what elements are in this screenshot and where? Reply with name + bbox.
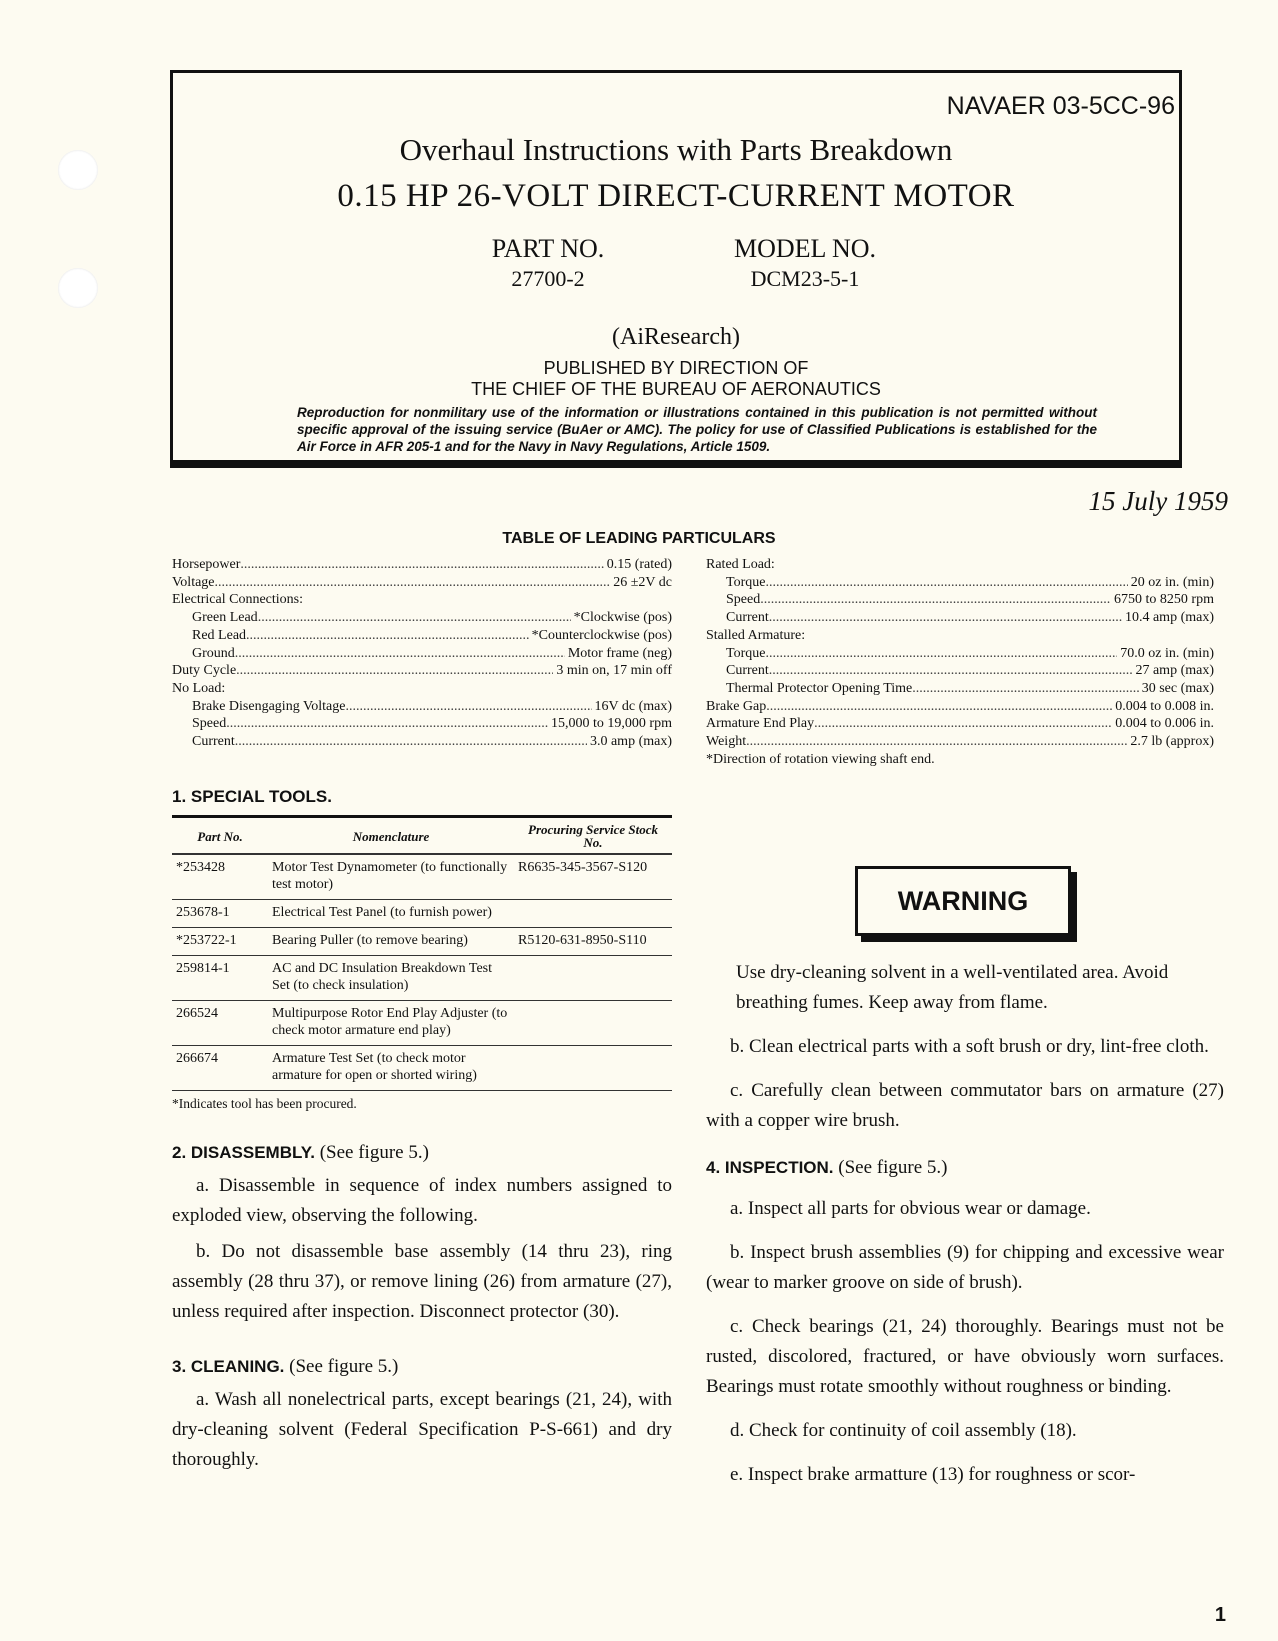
table-row [172,956,672,1001]
warning-box: WARNING [855,866,1071,936]
warning-text: Use dry-cleaning solvent in a well-ventilated area. Avoid breathing fumes. Keep away from flame. [736,962,1169,1013]
published-line: THE CHIEF OF THE BUREAU OF AERONAUTICS [471,379,881,399]
particular-value: 20 oz in. (min) [1130,574,1214,590]
particular-label: Weight [706,734,747,750]
dot-leader [246,627,529,645]
paragraph: a. Inspect all parts for obvious wear or damage. [730,1198,1091,1219]
dot-leader [760,591,1111,609]
dot-leader [769,609,1122,627]
particular-row [706,680,1214,698]
dot-leader [765,645,1117,663]
section-heading-cleaning [172,1355,672,1379]
particular-row [172,733,672,751]
particular-label: Duty Cycle [172,663,237,679]
paragraph: c. Carefully clean between commutator bars on armature (27) with a copper wire brush. [706,1080,1224,1131]
particular-value: 6750 to 8250 rpm [1114,592,1214,608]
particular-value: 16V dc (max) [594,698,672,714]
leading-particulars-title: TABLE OF LEADING PARTICULARS [502,530,776,547]
particular-value: 3 min on, 17 min off [556,663,672,679]
dot-leader [240,556,603,574]
particular-label: Green Lead [192,610,258,626]
part-number-cell: 253678-1 [172,900,268,928]
particular-label: No Load: [172,680,226,696]
dot-leader [746,733,1127,751]
nomenclature-cell: Multipurpose Rotor End Play Adjuster (to check motor armature end play) [268,1001,514,1046]
particular-row [172,574,672,592]
particular-row [172,680,672,698]
particular-value: *Counterclockwise (pos) [531,627,672,643]
particular-row [706,591,1214,609]
dot-leader [226,715,548,733]
paragraph: c. Check bearings (21, 24) thoroughly. Bearings must not be rusted, discolored, fractured, or have obviously worn surfaces. Bearings must rotate smoothly without roughness or binding. [706,1316,1224,1397]
particular-label: Current [726,663,769,679]
particular-label: Speed [192,716,227,732]
part-label: PART NO. [491,234,605,263]
nomenclature-cell: AC and DC Insulation Breakdown Test Set (to check insulation) [268,956,514,1001]
particular-row [172,715,672,733]
particular-label: Brake Gap [706,698,767,714]
paragraph: b. Inspect brush assemblies (9) for chipping and excessive wear (wear to marker groove on side of brush). [706,1242,1224,1293]
stock-number-cell [514,900,672,928]
dot-leader [215,574,611,592]
figure-reference: (See figure 5.) [838,1157,948,1178]
particular-label: Torque [726,645,766,661]
section-heading-disassembly [172,1141,672,1165]
particular-value: 2.7 lb (approx) [1130,734,1214,750]
particular-value: 0.15 (rated) [606,557,672,572]
particular-label: Current [192,734,235,750]
nomenclature-cell: Armature Test Set (to check motor armature for open or shorted wiring) [268,1046,514,1091]
nomenclature-cell: Electrical Test Panel (to furnish power) [268,900,514,928]
paragraph: b. Clean electrical parts with a soft brush or dry, lint-free cloth. [730,1036,1209,1057]
left-column [172,785,672,1475]
stock-number-cell: R5120-631-8950-S110 [514,928,672,956]
stock-number-cell: R6635-345-3567-S120 [514,854,672,900]
particular-label: Electrical Connections: [172,592,304,608]
particular-row [706,627,1214,645]
particular-value: 30 sec (max) [1141,680,1214,696]
particular-row [706,698,1214,716]
table-row [172,928,672,956]
table-row [172,1001,672,1046]
part-number-cell: *253428 [172,854,268,900]
particular-label: Voltage [172,574,215,590]
particular-value: 3.0 amp (max) [589,734,672,750]
particular-value: 0.004 to 0.006 in. [1115,716,1214,732]
particular-row [706,662,1214,680]
particular-label: Current [726,610,769,626]
heading-text: 2. DISASSEMBLY. [172,1143,315,1162]
column-header: Procuring Service Stock No. [514,817,672,855]
particular-label: Armature End Play [706,716,815,732]
particular-value: *Clockwise (pos) [573,610,672,626]
particular-row [172,698,672,716]
particular-label: Thermal Protector Opening Time [726,680,913,696]
paragraph: e. Inspect brake armatture (13) for roughness or scor- [730,1464,1136,1485]
particular-row [172,627,672,645]
particular-value: Motor frame (neg) [567,645,672,661]
particular-label: Speed [726,592,761,608]
table-row [172,1046,672,1091]
paragraph: d. Check for continuity of coil assembly (18). [730,1420,1077,1441]
binder-hole [58,268,98,308]
particular-row [706,715,1214,733]
particular-row [172,591,672,609]
particular-value: 27 amp (max) [1135,663,1214,679]
tools-footnote: *Indicates tool has been procured. [172,1096,357,1111]
particular-label: Rated Load: [706,557,775,572]
part-number-block [468,234,628,294]
particular-row [172,662,672,680]
stock-number-cell [514,956,672,1001]
particular-value: 70.0 oz in. (min) [1120,645,1214,661]
paragraph: b. Do not disassemble base assembly (14 thru 23), ring assembly (28 thru 37), or remove lining (26) from armature (27), unless required after inspection. Disconnect protector (30). [172,1241,672,1322]
particular-value: 15,000 to 19,000 rpm [551,716,672,732]
stock-number-cell [514,1001,672,1046]
reproduction-notice: Reproduction for nonmilitary use of the information or illustrations contained in this publication is not permitted without specific approval of the issuing service (BuAer or AMC). The policy for use of Classified Publications is established for the Air Force in AFR 205-1 and for the Navy in Navy Regulations, Article 1509. [297,405,1097,454]
dot-leader [766,698,1112,716]
dot-leader [258,609,571,627]
page-number: 1 [1214,1604,1226,1626]
particular-label: Horsepower [172,557,241,572]
particular-label: Red Lead [192,627,247,643]
dot-leader [769,662,1133,680]
particular-row [706,609,1214,627]
dot-leader [235,645,565,663]
particular-row [706,645,1214,663]
particular-row [706,556,1214,574]
published-line: PUBLISHED BY DIRECTION OF [543,358,809,378]
particular-label: Torque [726,574,766,590]
part-number-cell: *253722-1 [172,928,268,956]
particular-label: Stalled Armature: [706,627,806,643]
model-value: DCM23-5-1 [750,266,860,291]
model-label: MODEL NO. [733,234,877,263]
publication-date: 15 July 1959 [1088,486,1228,516]
column-header: Nomenclature [268,817,514,855]
paragraph: a. Wash all nonelectrical parts, except bearings (21, 24), with dry-cleaning solvent (Federal Specification P-S-661) and dry thoroughly. [172,1389,672,1470]
table-row [172,900,672,928]
binder-hole [58,150,98,190]
special-tools-table [172,815,672,1091]
part-number-cell: 266674 [172,1046,268,1091]
particular-row [706,574,1214,592]
doc-subtitle: 0.15 HP 26-VOLT DIRECT-CURRENT MOTOR [337,178,1015,214]
figure-reference: (See figure 5.) [319,1142,429,1163]
particular-value: 26 ±2V dc [613,574,672,590]
header-rule [170,460,1182,468]
part-number-cell: 266524 [172,1001,268,1046]
leading-particulars-left [172,556,672,751]
paragraph: a. Disassemble in sequence of index numbers assigned to exploded view, observing the following. [172,1175,672,1226]
stock-number-cell [514,1046,672,1091]
nomenclature-cell: Bearing Puller (to remove bearing) [268,928,514,956]
doc-title: Overhaul Instructions with Parts Breakdown [399,132,953,167]
leading-particulars-right [706,556,1214,768]
manufacturer: (AiResearch) [612,324,740,350]
column-header: Part No. [172,817,268,855]
section-heading-special-tools: 1. SPECIAL TOOLS. [172,787,332,806]
particular-label: Ground [192,645,235,661]
dot-leader [236,662,553,680]
part-value: 27700-2 [511,266,585,291]
nomenclature-cell: Motor Test Dynamometer (to functionally test motor) [268,854,514,900]
particular-row [172,609,672,627]
dot-leader [235,733,587,751]
table-row [172,854,672,900]
particular-row [706,751,1214,769]
dot-leader [765,574,1127,592]
particular-row [172,556,672,574]
dot-leader [814,715,1112,733]
particular-value: 10.4 amp (max) [1124,610,1214,626]
particular-row [706,733,1214,751]
part-number-cell: 259814-1 [172,956,268,1001]
figure-reference: (See figure 5.) [289,1356,399,1377]
right-column [706,866,1224,1490]
section-heading-inspection [706,1156,1224,1180]
particular-value: 0.004 to 0.008 in. [1115,698,1214,714]
dot-leader [912,680,1138,698]
doc-number: NAVAER 03-5CC-96 [946,92,1175,120]
particular-label: Brake Disengaging Voltage [192,698,346,714]
particular-label: *Direction of rotation viewing shaft end. [706,751,935,767]
heading-text: 4. INSPECTION. [706,1158,834,1177]
heading-text: 3. CLEANING. [172,1357,285,1376]
dot-leader [345,698,591,716]
model-number-block [700,234,910,294]
particular-row [172,645,672,663]
publisher [170,358,1182,400]
